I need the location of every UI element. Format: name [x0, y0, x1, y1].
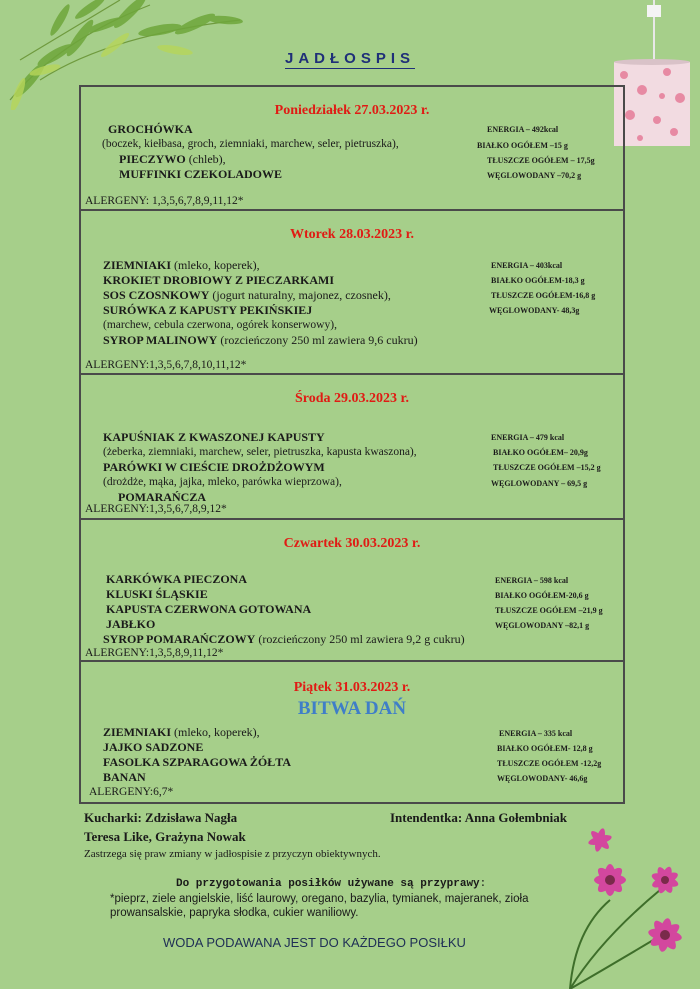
- allergens: ALERGENY:1,3,5,6,7,8,9,12*: [85, 503, 227, 515]
- dish-line: KAPUŚNIAK Z KWASZONEJ KAPUSTY: [103, 430, 325, 444]
- allergens: ALERGENY: 1,3,5,6,7,8,9,11,12*: [85, 195, 244, 207]
- spices-list-line-2: prowansalskie, papryka słodka, cukier waniliowy.: [110, 907, 359, 919]
- day-wednesday: [81, 375, 623, 520]
- dish-line: MUFFINKI CZEKOLADOWE: [119, 167, 283, 181]
- nutrition-protein: BIAŁKO OGÓŁEM-20,6 g: [495, 591, 589, 600]
- allergens: ALERGENY:1,3,5,8,9,11,12*: [85, 647, 224, 659]
- day-tuesday: [81, 211, 623, 375]
- day-title: Piątek 31.03.2023 r.: [293, 680, 411, 695]
- nutrition-carbs: WĘGLOWODANY – 69,5 g: [491, 479, 588, 488]
- allergens: ALERGENY:1,3,5,6,7,8,10,11,12*: [85, 359, 247, 371]
- nutrition-fat: TŁUSZCZE OGÓŁEM – 17,5g: [487, 156, 595, 165]
- dish-line: GROCHÓWKA: [108, 122, 193, 136]
- dish-line: SYROP POMARAŃCZOWY (rozcieńczony 250 ml zawiera 9,2 g cukru): [103, 632, 465, 646]
- dish-line: POMARAŃCZA: [118, 490, 206, 504]
- dish-ingredients: (marchew, cebula czerwona, ogórek konserwowy),: [103, 319, 337, 331]
- dish-line: FASOLKA SZPARAGOWA ŻÓŁTA: [103, 755, 292, 769]
- dish-line: KLUSKI ŚLĄSKIE: [106, 587, 208, 601]
- nutrition-energy: ENERGIA – 335 kcal: [499, 729, 573, 738]
- pink-daisy-flowers-icon: [530, 820, 700, 989]
- dish-line: BANAN: [103, 770, 146, 784]
- nutrition-energy: ENERGIA – 403kcal: [491, 261, 563, 270]
- dish-line: KAPUSTA CZERWONA GOTOWANA: [106, 602, 312, 616]
- spices-header: Do przygotowania posiłków używane są przyprawy:: [176, 878, 487, 890]
- day-thursday: [81, 520, 623, 662]
- dish-ingredients: (drożdże, mąka, jajka, mleko, parówka wieprzowa),: [103, 476, 342, 488]
- dish-line: SOS CZOSNKOWY (jogurt naturalny, majonez, czosnek),: [103, 288, 391, 302]
- nutrition-protein: BIAŁKO OGÓŁEM –15 g: [477, 141, 568, 150]
- nutrition-fat: TŁUSZCZE OGÓŁEM-16,8 g: [491, 291, 596, 300]
- dish-line: SYROP MALINOWY (rozcieńczony 250 ml zawiera 9,6 cukru): [103, 333, 418, 347]
- nutrition-fat: TŁUSZCZE OGÓŁEM –21,9 g: [495, 606, 603, 615]
- nutrition-protein: BIAŁKO OGÓŁEM-18,3 g: [491, 276, 585, 285]
- page-title: JADŁOSPIS: [284, 50, 416, 67]
- day-title: Czwartek 30.03.2023 r.: [283, 536, 421, 551]
- cooks-line-2: Teresa Like, Grażyna Nowak: [84, 829, 246, 844]
- water-notice: WODA PODAWANA JEST DO KAŻDEGO POSIŁKU: [163, 935, 466, 950]
- dish-line: KARKÓWKA PIECZONA: [106, 572, 248, 586]
- nutrition-carbs: WĘGLOWODANY- 46,6g: [497, 774, 588, 783]
- dish-line: ZIEMNIAKI (mleko, koperek),: [103, 258, 260, 272]
- day-title: Wtorek 28.03.2023 r.: [289, 227, 415, 242]
- nutrition-carbs: WĘGLOWODANY- 48,3g: [489, 306, 580, 315]
- allergens: ALERGENY:6,7*: [89, 786, 174, 798]
- nutrition-energy: ENERGIA – 492kcal: [487, 125, 559, 134]
- cooks-line-1: Kucharki: Zdzisława Nagła: [84, 810, 238, 825]
- nutrition-protein: BIAŁKO OGÓŁEM- 12,8 g: [497, 744, 593, 753]
- quartermaster: Intendentka: Anna Gołembniak: [390, 810, 567, 825]
- dish-ingredients: (żeberka, ziemniaki, marchew, seler, pietruszka, kapusta kwaszona),: [103, 446, 417, 458]
- day-monday: [81, 87, 623, 211]
- day-friday: [81, 662, 623, 802]
- menu-table: [79, 85, 625, 804]
- dish-line: SURÓWKA Z KAPUSTY PEKIŃSKIEJ: [103, 303, 313, 317]
- nutrition-energy: ENERGIA – 598 kcal: [495, 576, 569, 585]
- dish-ingredients: (boczek, kiełbasa, groch, ziemniaki, marchew, seler, pietruszka),: [102, 138, 399, 150]
- dish-line: JABŁKO: [106, 617, 156, 631]
- day-title: Środa 29.03.2023 r.: [295, 391, 409, 406]
- nutrition-fat: TŁUSZCZE OGÓŁEM -12,2g: [497, 759, 602, 768]
- dish-line: KROKIET DROBIOWY Z PIECZARKAMI: [103, 273, 335, 287]
- spices-list-line-1: *pieprz, ziele angielskie, liść laurowy, oregano, bazylia, tymianek, majeranek, zioła: [110, 893, 529, 905]
- nutrition-protein: BIAŁKO OGÓŁEM– 20,9g: [493, 448, 588, 457]
- nutrition-energy: ENERGIA – 479 kcal: [491, 433, 565, 442]
- nutrition-carbs: WĘGLOWODANY –70,2 g: [487, 171, 582, 180]
- dish-line: JAJKO SADZONE: [103, 740, 204, 754]
- dish-line: PARÓWKI W CIEŚCIE DROŻDŻOWYM: [103, 460, 325, 474]
- special-event-title: BITWA DAŃ: [297, 698, 407, 719]
- dish-line: ZIEMNIAKI (mleko, koperek),: [103, 725, 260, 739]
- change-reservation-note: Zastrzega się praw zmiany w jadłospisie z przyczyn obiektywnych.: [84, 848, 381, 860]
- nutrition-fat: TŁUSZCZE OGÓŁEM –15,2 g: [493, 463, 601, 472]
- nutrition-carbs: WĘGLOWODANY –82,1 g: [495, 621, 590, 630]
- dish-line: PIECZYWO (chleb),: [119, 152, 226, 166]
- day-title: Poniedziałek 27.03.2023 r.: [274, 103, 430, 118]
